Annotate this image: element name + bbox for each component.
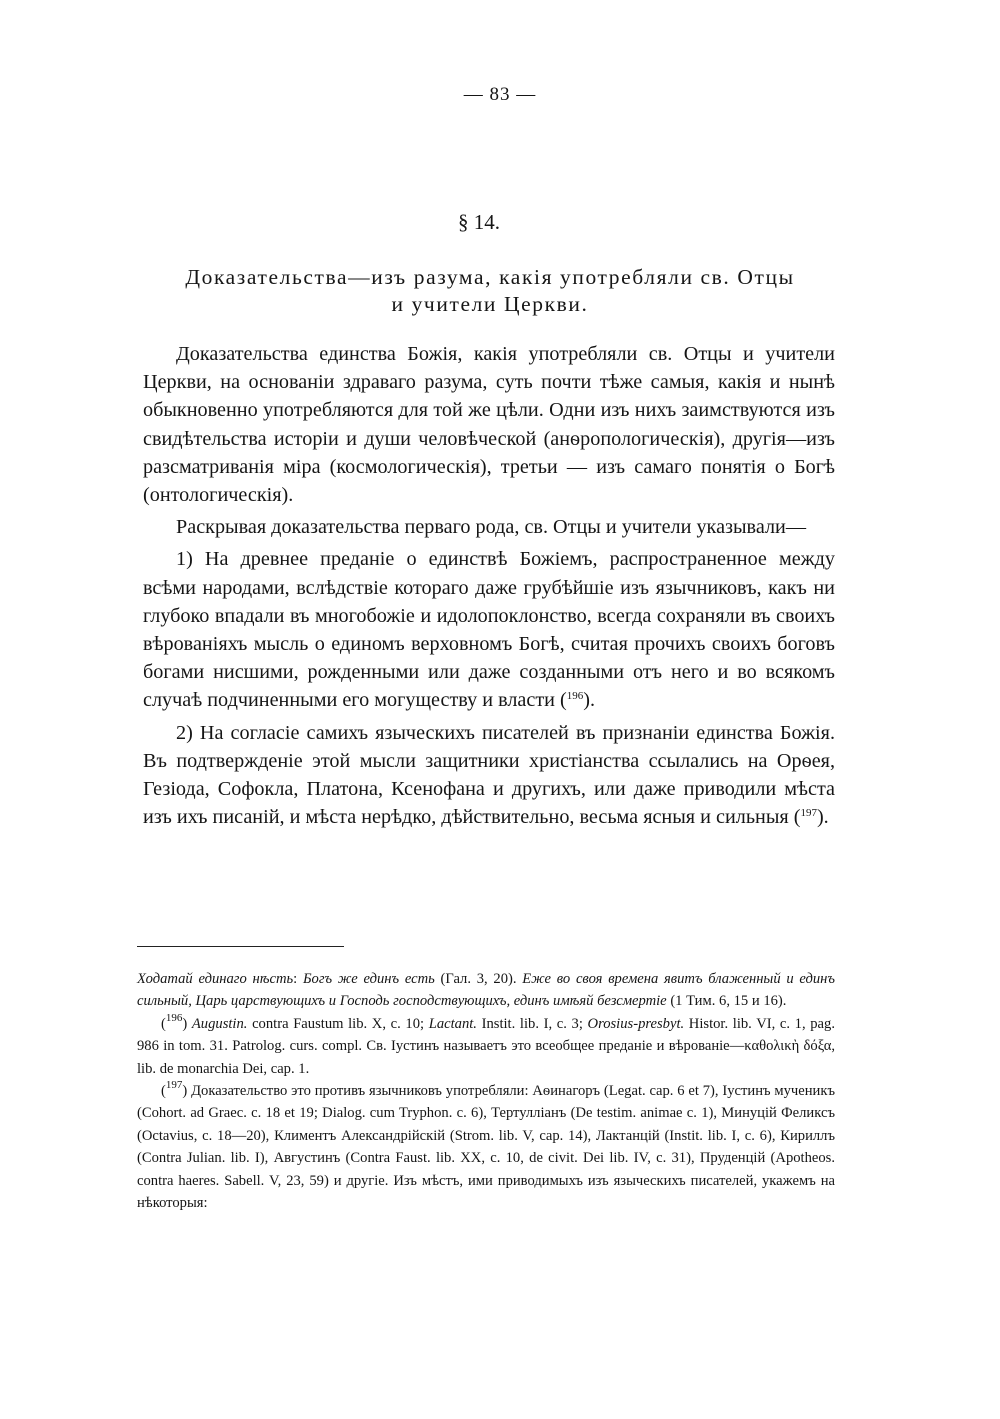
main-text bbox=[143, 340, 835, 835]
heading-line-2: и учители Церкви. bbox=[391, 292, 589, 316]
paragraph-3: 1) На древнее преданіе о единствѣ Божіемъ, распространенное между всѣми народами, вслѣдствіе котораго даже грубѣйшіе изъ язычниковъ, какъ ни глубоко впадали въ многобожіе и идолопоклонство, всегда сохраняли въ своихъ вѣрованіяхъ мысль о единомъ верховномъ Богѣ, считая прочихъ своихъ боговъ богами нисшими, рожденными или даже созданными отъ него и во всякомъ случаѣ подчиненными его могуществу и власти ($^{196}$). bbox=[143, 548, 835, 712]
footnote-continuation: Ходатай единаго нѣсть: Богъ же единъ есть (Гал. 3, 20). Еже во своя времена явитъ блаженный и единъ сильный, Царь царствующихъ и Господь господствующихъ, единъ имѣяй безсмертіе (1 Тим. 6, 15 и 16). bbox=[137, 971, 835, 1010]
footnote-number: 197 bbox=[165, 1079, 183, 1092]
paragraph-4: 2) На согласіе самихъ языческихъ писателей въ признаніи единства Божія. Въ подтвержденіе этой мысли защитники христіанства ссылались на Орѳея, Гезіода, Софокла, Платона, Ксенофана и другихъ, или даже приводили мѣста изъ ихъ писаній, и мѣста нерѣдко, дѣйствительно, весьма ясныя и сильныя ($^{197}$). bbox=[143, 721, 835, 829]
footnote-197: ($^{197}$) Доказательство это противъ язычниковъ употребляли: Аѳинагоръ (Legat. cap. 6 et 7), Іустинъ мученикъ (Cohort. ad Graec. c. 18 et 19; Dialog. cum Tryphon. c. 6), Тертулліанъ (De testim. animae c. 1), Минуцій Феликсъ (Octavius, c. 18—20), Климентъ Александрійскій (Strom. lib. V, cap. 14), Лактанцій (Instit. lib. I, c. 6), Кириллъ (Contra Julian. lib. I), Августинъ (Contra Faust. lib. XX, c. 10, de civit. Dei lib. IV, c. 31), Пруденцій (Apotheos. contra haeres. Sabell. V, 23, 59) и другіе. Изъ мѣстъ, ими приводимыхъ изъ языческихъ писателей, укажемъ на нѣкоторыя: bbox=[137, 1079, 835, 1212]
footnote-ref-197[interactable]: 197 bbox=[800, 807, 817, 820]
paragraph-1: Доказательства единства Божія, какія употребляли св. Отцы и учители Церкви, на основаніи здраваго разума, суть почти тѣже самыя, какія и нынѣ обыкновенно употребляются для той же цѣли. Одни изъ нихъ заимствуются изъ свидѣтельства исторіи и души человѣческой (анѳропологическія), другія—изъ разсматриванія міра (космологическія), третьи — изъ самаго понятія о Богѣ (онтологическія). bbox=[143, 343, 835, 507]
heading-line-1: Доказательства—изъ разума, какія употребляли св. Отцы bbox=[185, 265, 795, 289]
footnote-number: 196 bbox=[165, 1011, 183, 1024]
footnote-ref-196[interactable]: 196 bbox=[566, 690, 584, 703]
section-number: § 14. bbox=[458, 210, 500, 234]
paragraph-2: Раскрывая доказательства перваго рода, св. Отцы и учители указывали— bbox=[176, 516, 807, 539]
footnote-divider bbox=[137, 946, 344, 947]
footnotes bbox=[137, 968, 835, 1214]
footnote-196: ($^{196}$) Augustin. contra Faustum lib. X, c. 10; Lactant. Instit. lib. I, c. 3; Orosius-presbyt. Histor. lib. VI, c. 1, pag. 986 in tom. 31. Patrolog. curs. compl. Св. Іустинъ называетъ это всеобщее преданіе и вѣрованіе—καθολικὴ δόξα, lib. de monarchia Dei, cap. 1. bbox=[137, 1011, 835, 1077]
page-number: — 83 — bbox=[463, 84, 537, 105]
section-heading bbox=[145, 264, 835, 318]
